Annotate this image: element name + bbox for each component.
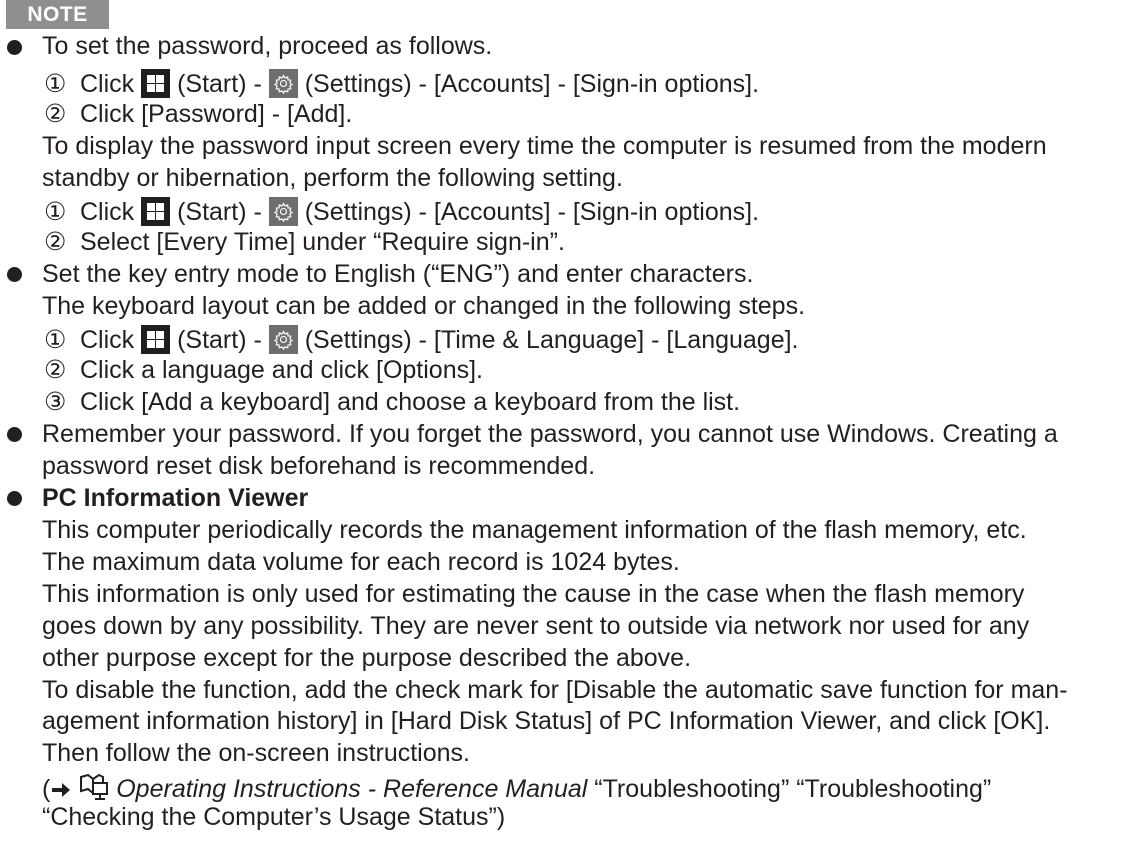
step-text-start: (Start) -	[177, 326, 262, 354]
section-2-step-3	[44, 387, 740, 417]
bullet-dot	[7, 267, 22, 282]
step-text: Click [Password] - [Add].	[80, 100, 353, 128]
section-1-para-line-2: standby or hibernation, perform the following setting.	[42, 164, 623, 192]
settings-gear-icon	[269, 325, 298, 354]
pc-information-viewer-heading: PC Information Viewer	[42, 484, 309, 512]
step-text-settings: (Settings) - [Accounts] - [Sign-in options].	[304, 198, 760, 226]
section-1-step-2	[44, 99, 352, 129]
section-2-bullet-text: Set the key entry mode to English (“ENG”) and enter characters.	[42, 260, 754, 288]
step-text-settings: (Settings) - [Time & Language] - [Language].	[304, 326, 799, 354]
reference-chapters: “Troubleshooting” “Troubleshooting”	[594, 775, 992, 803]
step-number: ①	[44, 326, 67, 354]
settings-gear-icon	[269, 69, 298, 98]
step-text: Click [Add a keyboard] and choose a keyboard from the list.	[80, 388, 741, 416]
step-number: ①	[44, 70, 67, 98]
section-2-para: The keyboard layout can be added or changed in the following steps.	[42, 292, 806, 320]
section-3-line-2: password reset disk beforehand is recommended.	[42, 452, 596, 480]
windows-start-icon	[141, 197, 170, 226]
reference-open-paren: (	[42, 775, 51, 803]
step-text: Click a language and click [Options].	[80, 356, 483, 384]
section-4-line-3: This information is only used for estimating the cause in the case when the flash memory	[42, 580, 1025, 608]
note-badge: NOTE	[6, 0, 109, 29]
section-1-step-1b	[44, 197, 759, 227]
step-number: ②	[44, 228, 67, 256]
section-4-line-5: other purpose except for the purpose described the above.	[42, 644, 692, 672]
step-number: ②	[44, 100, 67, 128]
bullet-dot	[7, 491, 22, 506]
section-3-line-1: Remember your password. If you forget the password, you cannot use Windows. Creating a	[42, 420, 1058, 448]
step-text-settings: (Settings) - [Accounts] - [Sign-in options].	[304, 70, 760, 98]
section-4-line-8: Then follow the on-screen instructions.	[42, 739, 470, 767]
section-4-line-7: agement information history] in [Hard Disk Status] of PC Information Viewer, and click [OK].	[42, 707, 1051, 735]
step-text: Select [Every Time] under “Require sign-in”.	[80, 228, 565, 256]
step-text-start: (Start) -	[177, 70, 262, 98]
step-number: ③	[44, 388, 67, 416]
section-1-bullet-text: To set the password, proceed as follows.	[42, 32, 493, 60]
section-1-para-line-1: To display the password input screen every time the computer is resumed from the modern	[42, 132, 1047, 160]
section-2-step-1	[44, 325, 799, 355]
step-text-click: Click	[80, 326, 135, 354]
reference-line-2: “Checking the Computer’s Usage Status”)	[42, 803, 506, 831]
manual-title-link[interactable]: Operating Instructions - Reference Manual	[116, 775, 588, 803]
bullet-dot	[7, 40, 22, 55]
step-text-start: (Start) -	[177, 198, 262, 226]
bullet-dot	[7, 427, 22, 442]
windows-start-icon	[141, 69, 170, 98]
section-4-line-4: goes down by any possibility. They are never sent to outside via network nor used for any	[42, 612, 1030, 640]
step-text-click: Click	[80, 70, 135, 98]
section-4-line-1: This computer periodically records the management information of the flash memory, etc.	[42, 516, 1027, 544]
step-number: ②	[44, 356, 67, 384]
windows-start-icon	[141, 325, 170, 354]
settings-gear-icon	[269, 197, 298, 226]
section-2-step-2	[44, 355, 483, 385]
section-4-line-6: To disable the function, add the check mark for [Disable the automatic save function for man-	[42, 676, 1068, 704]
section-1-step-2b	[44, 227, 565, 257]
step-number: ①	[44, 198, 67, 226]
section-4-line-2: The maximum data volume for each record is 1024 bytes.	[42, 548, 680, 576]
step-text-click: Click	[80, 198, 135, 226]
section-1-step-1	[44, 69, 759, 99]
